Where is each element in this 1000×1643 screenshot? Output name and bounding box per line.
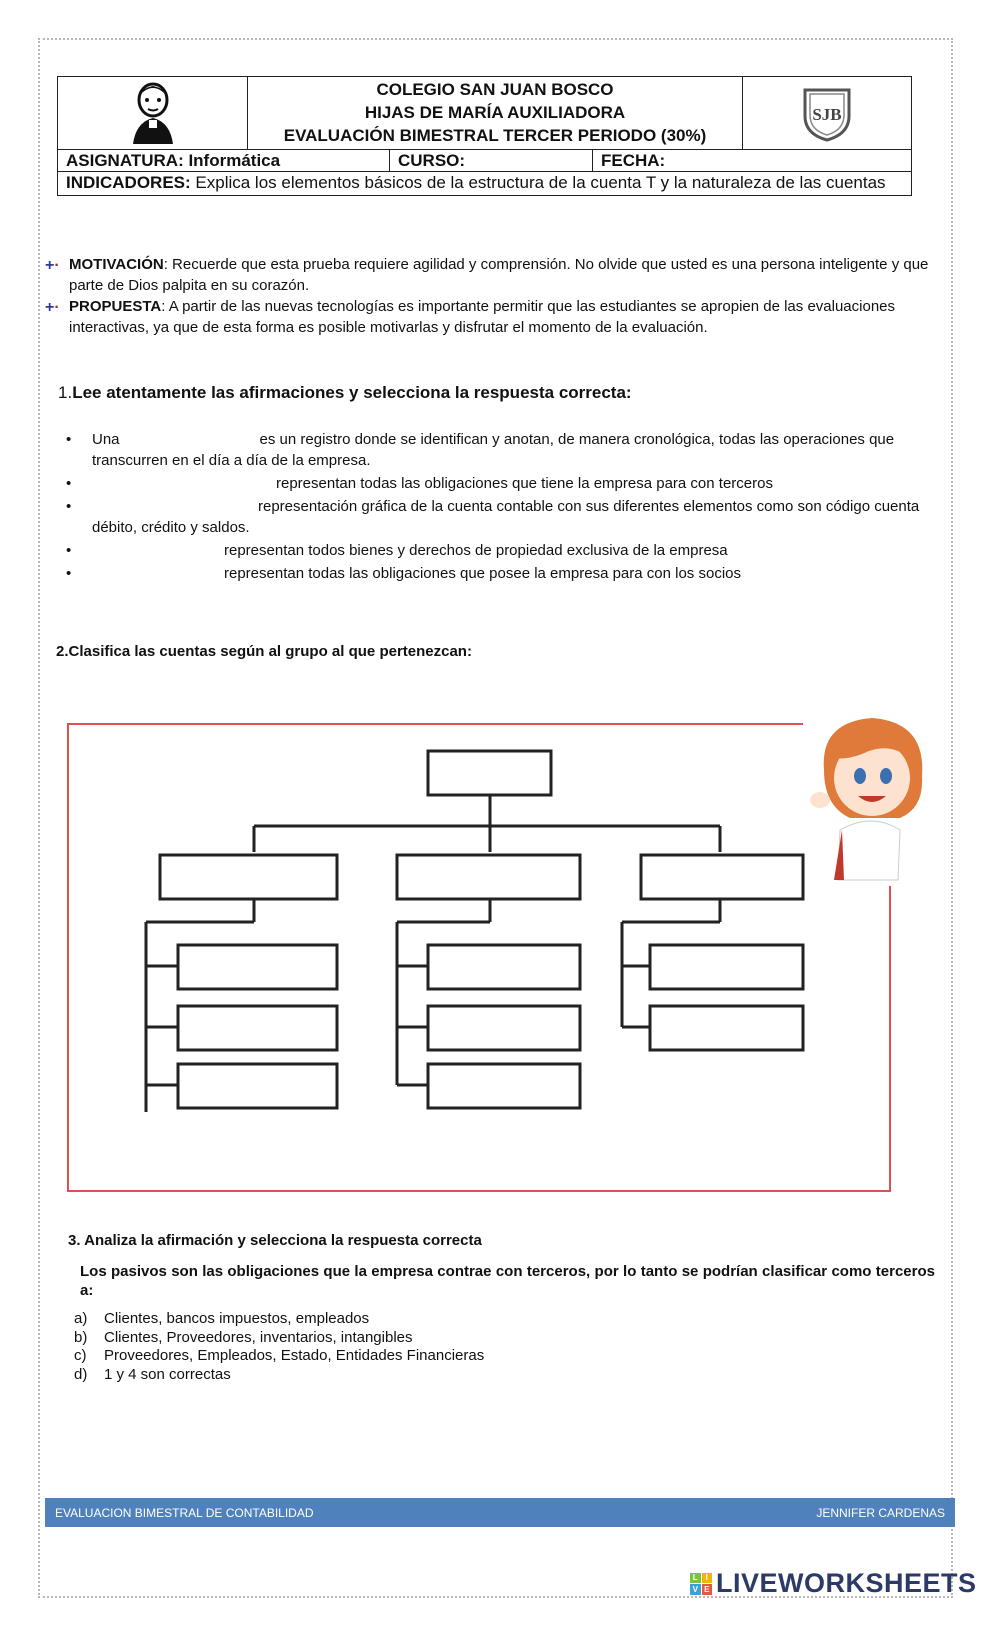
diagram-account-box[interactable] — [178, 945, 337, 989]
propuesta-text: : A partir de las nuevas tecnologías es importante permitir que las estudiantes se apropien de las evaluaciones interactivas, ya que de esta forma es posible motivarlas y disfrutar el momento de la evaluación. — [69, 298, 896, 336]
q1-item: • representan todas las obligaciones que tiene la empresa para con terceros — [66, 473, 956, 494]
school-seal — [742, 77, 911, 149]
liveworksheets-logo[interactable] — [690, 1568, 977, 1599]
motivacion-text: : Recuerde que esta prueba requiere agilidad y comprensión. No olvide que usted es una persona inteligente y que parte de Dios palpita en su corazón. — [69, 256, 929, 294]
liveworksheets-wordmark: LIVEWORKSHEETS — [716, 1568, 977, 1598]
fecha-field: FECHA: — [601, 151, 666, 170]
footer-right-text: JENNIFER CARDENAS — [816, 1505, 945, 1520]
q1-item: • representación gráfica de la cuenta contable con sus diferentes elementos como son código cuenta débito, crédito y saldos. — [66, 496, 956, 538]
question-2-title: 2.Clasifica las cuentas según al grupo al que pertenezcan: — [56, 643, 472, 660]
seal-lettering: SJB — [812, 105, 842, 124]
option-c[interactable]: c) Proveedores, Empleados, Estado, Entidades Financieras — [74, 1347, 485, 1364]
diagram-root-box[interactable] — [428, 751, 551, 795]
exam-title: EVALUACIÓN BIMESTRAL TERCER PERIODO (30%) — [283, 126, 707, 145]
diagram-group-box[interactable] — [397, 855, 580, 899]
question-3-title: 3. Analiza la afirmación y selecciona la respuesta correcta — [68, 1232, 482, 1249]
motivacion-label: MOTIVACIÓN — [69, 256, 164, 273]
page-footer — [45, 1498, 955, 1527]
curso-field: CURSO: — [390, 150, 593, 171]
diagram-account-box[interactable] — [650, 1006, 803, 1050]
propuesta-label: PROPUESTA — [69, 298, 162, 315]
option-a[interactable]: a) Clientes, bancos impuestos, empleados — [74, 1310, 370, 1327]
q1-item: • representan todos bienes y derechos de propiedad exclusiva de la empresa — [66, 540, 956, 561]
diagram-account-box[interactable] — [428, 1006, 580, 1050]
footer-left-text: EVALUACION BIMESTRAL DE CONTABILIDAD — [55, 1505, 314, 1520]
q1-item: • Una es un registro donde se identifican y anotan, de manera cronológica, todas las operaciones que transcurren en el día a día de la empresa. — [66, 429, 956, 471]
indicadores — [58, 172, 911, 195]
school-subtitle: HIJAS DE MARÍA AUXILIADORA — [364, 103, 626, 122]
diagram-account-box[interactable] — [178, 1006, 337, 1050]
question-1-title: 1.Lee atentamente las afirmaciones y selecciona la respuesta correcta: — [58, 383, 632, 402]
propuesta-paragraph — [45, 296, 957, 338]
option-b[interactable]: b) Clientes, Proveedores, inventarios, intangibles — [74, 1328, 413, 1346]
q1-item: • representan todas las obligaciones que posee la empresa para con los socios — [66, 563, 956, 584]
diagram-account-box[interactable] — [428, 1064, 580, 1108]
question-3-stem: Los pasivos son las obligaciones que la empresa contrae con terceros, por lo tanto se podrían clasificar como terceros a: — [80, 1263, 935, 1299]
diagram-group-box[interactable] — [160, 855, 337, 899]
bullet-cross-icon: +· — [45, 257, 60, 274]
indicadores-label: INDICADORES: — [66, 173, 191, 192]
header-table — [57, 76, 912, 196]
intro-section — [45, 254, 957, 338]
motivacion-paragraph — [45, 254, 957, 296]
question-1-list — [66, 429, 956, 586]
diagram-account-box[interactable] — [428, 945, 580, 989]
liveworksheets-badge-icon: L I V E — [690, 1573, 712, 1595]
asignatura-field: ASIGNATURA: Informática — [58, 150, 390, 171]
bullet-cross-icon: +· — [45, 299, 60, 316]
don-bosco-portrait — [58, 77, 248, 149]
indicadores-text: Explica los elementos básicos de la estructura de la cuenta T y la naturaleza de las cuentas — [190, 173, 886, 192]
diagram-account-box[interactable] — [650, 945, 803, 989]
option-d[interactable]: d) 1 y 4 son correctas — [74, 1365, 231, 1383]
diagram-group-box[interactable] — [641, 855, 803, 899]
question-3-options — [74, 1310, 484, 1384]
diagram-account-box[interactable] — [178, 1064, 337, 1108]
school-name: COLEGIO SAN JUAN BOSCO — [376, 80, 614, 99]
